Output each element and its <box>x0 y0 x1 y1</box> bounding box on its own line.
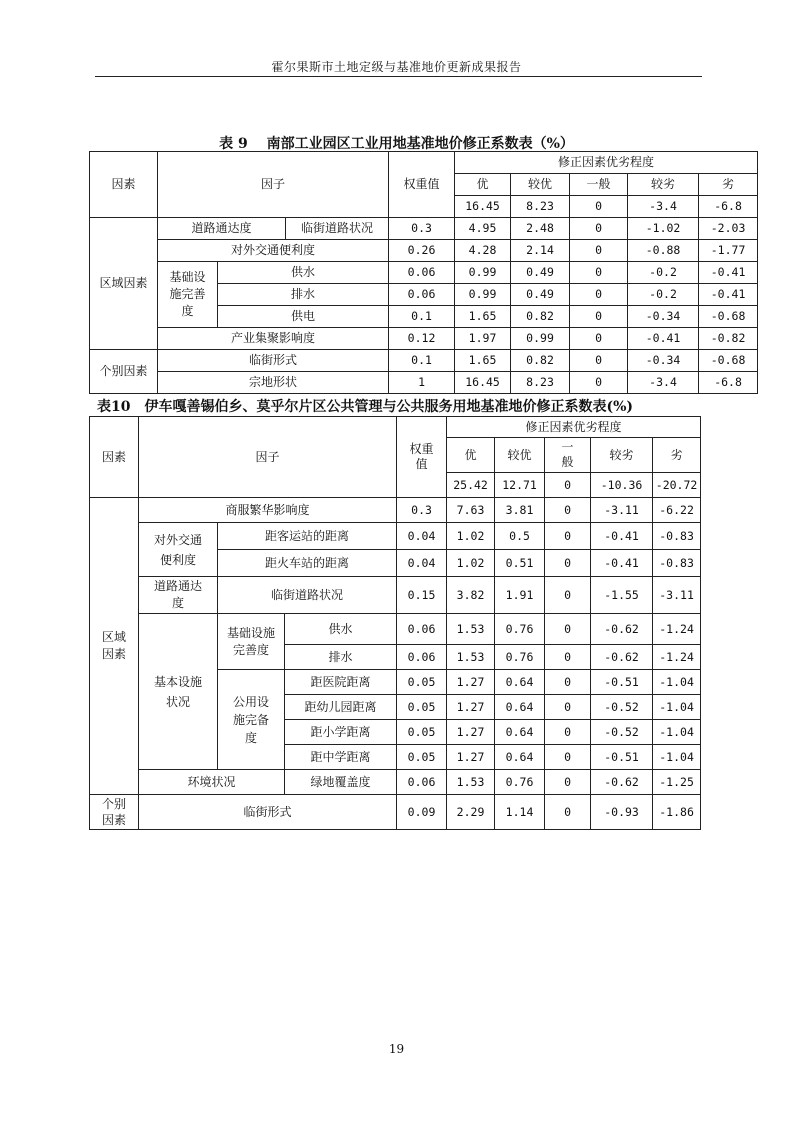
t9-subfactor: 临街道路状况 <box>286 218 389 240</box>
t9-value: -6.8 <box>699 372 758 394</box>
t10-value: -1.86 <box>653 795 701 830</box>
t10-weight: 0.04 <box>397 550 447 577</box>
t10-value: 1.53 <box>447 614 495 645</box>
t9-base-value: -6.8 <box>699 196 758 218</box>
t10-level: 劣 <box>653 438 701 473</box>
t9-value: -0.82 <box>699 328 758 350</box>
t9-value: 2.14 <box>511 240 570 262</box>
t9-value: -0.2 <box>628 262 699 284</box>
table9-caption: 表 9 南部工业园区工业用地基准地价修正系数表（%） <box>219 136 574 152</box>
t10-weight: 0.3 <box>397 498 447 523</box>
t9-value: 1.65 <box>455 306 511 328</box>
t9-weight: 0.1 <box>389 306 455 328</box>
t10-base-value: 12.71 <box>495 473 545 498</box>
t10-value: 0 <box>545 720 591 745</box>
t10-value: -1.55 <box>591 577 653 614</box>
t10-weight: 0.06 <box>397 614 447 645</box>
t9-subfactor: 排水 <box>218 284 389 306</box>
t10-value: 0.64 <box>495 720 545 745</box>
t9-value: 0 <box>570 218 628 240</box>
table-row <box>90 372 758 394</box>
t10-value: 0 <box>545 577 591 614</box>
t9-value: 16.45 <box>455 372 511 394</box>
t9-subgroup-infra: 基础设施完善度 <box>158 262 218 328</box>
t9-value: 0 <box>570 306 628 328</box>
t10-value: -3.11 <box>653 577 701 614</box>
t10-value: 1.27 <box>447 695 495 720</box>
t9-value: 0 <box>570 240 628 262</box>
t9-value: 0 <box>570 350 628 372</box>
t10-value: 0 <box>545 498 591 523</box>
t10-value: 0 <box>545 550 591 577</box>
t9-value: -0.68 <box>699 350 758 372</box>
t10-value: -1.25 <box>653 770 701 795</box>
t10-weight: 0.15 <box>397 577 447 614</box>
table10-caption: 表10 伊车嘎善锡伯乡、莫乎尔片区公共管理与公共服务用地基准地价修正系数表(%) <box>97 399 634 415</box>
t10-value: 0 <box>545 695 591 720</box>
t9-base-value: -3.4 <box>628 196 699 218</box>
t9-level: 较劣 <box>628 174 699 196</box>
t10-weight: 0.06 <box>397 645 447 670</box>
t10-weight: 0.09 <box>397 795 447 830</box>
t10-value: 0.64 <box>495 670 545 695</box>
t10-value: -1.24 <box>653 614 701 645</box>
t10-weight: 0.06 <box>397 770 447 795</box>
t9-value: 8.23 <box>511 372 570 394</box>
t10-value: 1.53 <box>447 645 495 670</box>
t9-value: 0.99 <box>511 328 570 350</box>
t9-value: -3.4 <box>628 372 699 394</box>
t9-factor: 产业集聚影响度 <box>158 328 389 350</box>
t10-level: 一般 <box>545 438 591 473</box>
t10-value: -0.62 <box>591 614 653 645</box>
t9-factor: 宗地形状 <box>158 372 389 394</box>
t9-value: 0 <box>570 372 628 394</box>
t9-value: 0.49 <box>511 262 570 284</box>
t10-value: -0.41 <box>591 523 653 550</box>
t9-value: 0 <box>570 284 628 306</box>
t10-value: 0.5 <box>495 523 545 550</box>
t10-base-value: -10.36 <box>591 473 653 498</box>
t10-value: 1.27 <box>447 670 495 695</box>
t10-value: -0.51 <box>591 670 653 695</box>
t10-level: 优 <box>447 438 495 473</box>
t9-header-factor: 因子 <box>158 152 389 218</box>
t10-value: 0 <box>545 645 591 670</box>
table-row <box>90 577 701 614</box>
t10-subgroup-transport: 对外交通便利度 <box>139 523 218 577</box>
t10-value: -0.41 <box>591 550 653 577</box>
t10-value: 1.53 <box>447 770 495 795</box>
t9-weight: 0.3 <box>389 218 455 240</box>
t9-base-value: 16.45 <box>455 196 511 218</box>
t10-level: 较优 <box>495 438 545 473</box>
t10-value: -1.04 <box>653 720 701 745</box>
table-row <box>90 770 701 795</box>
t10-weight: 0.05 <box>397 695 447 720</box>
t10-weight: 0.05 <box>397 745 447 770</box>
table10 <box>89 416 701 830</box>
t10-value: 0.76 <box>495 614 545 645</box>
t9-weight: 1 <box>389 372 455 394</box>
t9-factor: 对外交通便利度 <box>158 240 389 262</box>
t10-subgroup-infra: 基础设施完善度 <box>218 614 285 670</box>
t10-value: 1.27 <box>447 745 495 770</box>
t9-value: -1.02 <box>628 218 699 240</box>
t10-value: -6.22 <box>653 498 701 523</box>
t10-header-factor-group: 因素 <box>90 417 139 498</box>
t10-base-value: 25.42 <box>447 473 495 498</box>
table-row <box>90 350 758 372</box>
t10-factor: 距中学距离 <box>285 745 397 770</box>
table-row <box>90 240 758 262</box>
t9-factor: 道路通达度 <box>158 218 286 240</box>
t9-value: -0.34 <box>628 350 699 372</box>
t10-group-individual: 个别因素 <box>90 795 139 830</box>
t10-value: 0.64 <box>495 745 545 770</box>
table9 <box>89 151 758 394</box>
t10-factor: 临街形式 <box>139 795 397 830</box>
t10-factor: 临街道路状况 <box>218 577 397 614</box>
t10-factor: 排水 <box>285 645 397 670</box>
t9-value: 1.65 <box>455 350 511 372</box>
t9-group-regional: 区域因素 <box>90 218 158 350</box>
t10-subgroup-env: 环境状况 <box>139 770 285 795</box>
t10-header-degree: 修正因素优劣程度 <box>447 417 701 438</box>
t9-value: 2.48 <box>511 218 570 240</box>
t10-value: -0.52 <box>591 720 653 745</box>
t9-value: 0 <box>570 328 628 350</box>
t9-group-individual: 个别因素 <box>90 350 158 394</box>
t9-level: 优 <box>455 174 511 196</box>
t9-level: 劣 <box>699 174 758 196</box>
table-row <box>90 523 701 550</box>
t10-value: -0.62 <box>591 770 653 795</box>
t9-factor: 临街形式 <box>158 350 389 372</box>
t10-header-factor: 因子 <box>139 417 397 498</box>
header-rule <box>95 76 702 77</box>
t10-subgroup-road: 道路通达度 <box>139 577 218 614</box>
t10-weight: 0.05 <box>397 670 447 695</box>
t9-weight: 0.12 <box>389 328 455 350</box>
t10-value: 0.76 <box>495 645 545 670</box>
t10-value: 2.29 <box>447 795 495 830</box>
t10-header-weight: 权重值 <box>397 417 447 498</box>
t10-value: 1.02 <box>447 550 495 577</box>
t9-weight: 0.26 <box>389 240 455 262</box>
table-row <box>90 218 758 240</box>
t10-value: 3.82 <box>447 577 495 614</box>
t10-subgroup-facilities: 基本设施状况 <box>139 614 218 770</box>
t10-factor: 距幼儿园距离 <box>285 695 397 720</box>
t10-value: 1.27 <box>447 720 495 745</box>
t10-value: 0.64 <box>495 695 545 720</box>
table-row <box>90 328 758 350</box>
t9-value: 0.99 <box>455 262 511 284</box>
t10-value: -0.51 <box>591 745 653 770</box>
t10-value: -0.52 <box>591 695 653 720</box>
t10-value: -1.04 <box>653 745 701 770</box>
t9-value: 0.82 <box>511 306 570 328</box>
t10-weight: 0.05 <box>397 720 447 745</box>
t10-factor: 距火车站的距离 <box>218 550 397 577</box>
t10-factor: 距客运站的距离 <box>218 523 397 550</box>
t10-weight: 0.04 <box>397 523 447 550</box>
t9-value: -0.34 <box>628 306 699 328</box>
t10-value: 0 <box>545 745 591 770</box>
t9-level: 一般 <box>570 174 628 196</box>
t9-value: -0.41 <box>699 284 758 306</box>
t10-factor: 供水 <box>285 614 397 645</box>
t10-value: 0 <box>545 770 591 795</box>
page-number: 19 <box>388 1042 405 1056</box>
t10-value: -0.83 <box>653 523 701 550</box>
t9-weight: 0.1 <box>389 350 455 372</box>
t9-header-weight: 权重值 <box>389 152 455 218</box>
t9-value: 0.82 <box>511 350 570 372</box>
t9-value: 0.99 <box>455 284 511 306</box>
t10-value: -1.24 <box>653 645 701 670</box>
t9-value: -0.68 <box>699 306 758 328</box>
table-row <box>90 614 701 645</box>
t10-value: -1.04 <box>653 670 701 695</box>
t10-value: 7.63 <box>447 498 495 523</box>
t9-value: 4.28 <box>455 240 511 262</box>
t10-factor: 距小学距离 <box>285 720 397 745</box>
t10-value: -3.11 <box>591 498 653 523</box>
t9-value: -0.41 <box>699 262 758 284</box>
t9-value: -2.03 <box>699 218 758 240</box>
t10-value: 0 <box>545 523 591 550</box>
t10-level: 较劣 <box>591 438 653 473</box>
t10-value: -0.93 <box>591 795 653 830</box>
t10-value: -0.62 <box>591 645 653 670</box>
t9-value: 0 <box>570 262 628 284</box>
t10-group-regional: 区域因素 <box>90 498 139 795</box>
t9-value: 0.49 <box>511 284 570 306</box>
t10-factor: 距医院距离 <box>285 670 397 695</box>
t10-value: 1.14 <box>495 795 545 830</box>
t9-base-value: 8.23 <box>511 196 570 218</box>
t9-weight: 0.06 <box>389 284 455 306</box>
t10-base-value: 0 <box>545 473 591 498</box>
t10-value: 0 <box>545 614 591 645</box>
t10-value: 0.76 <box>495 770 545 795</box>
t9-value: -0.41 <box>628 328 699 350</box>
running-header: 霍尔果斯市土地定级与基准地价更新成果报告 <box>271 60 522 74</box>
t10-value: 0.51 <box>495 550 545 577</box>
t9-value: 1.97 <box>455 328 511 350</box>
t10-value: 1.02 <box>447 523 495 550</box>
t9-value: -0.88 <box>628 240 699 262</box>
t10-base-value: -20.72 <box>653 473 701 498</box>
t9-header-factor-group: 因素 <box>90 152 158 218</box>
t9-value: -1.77 <box>699 240 758 262</box>
t10-value: 3.81 <box>495 498 545 523</box>
table-row <box>90 795 701 830</box>
table-row <box>90 262 758 284</box>
t9-value: 4.95 <box>455 218 511 240</box>
t10-value: -1.04 <box>653 695 701 720</box>
t10-value: 0 <box>545 670 591 695</box>
t9-base-value: 0 <box>570 196 628 218</box>
t10-factor: 绿地覆盖度 <box>285 770 397 795</box>
t10-subgroup-public: 公用设施完备度 <box>218 670 285 770</box>
t10-value: 0 <box>545 795 591 830</box>
t9-header-degree: 修正因素优劣程度 <box>455 152 758 174</box>
t9-subfactor: 供电 <box>218 306 389 328</box>
t10-value: -0.83 <box>653 550 701 577</box>
t10-factor: 商服繁华影响度 <box>139 498 397 523</box>
t9-value: -0.2 <box>628 284 699 306</box>
table-row <box>90 498 701 523</box>
t9-subfactor: 供水 <box>218 262 389 284</box>
t9-weight: 0.06 <box>389 262 455 284</box>
t9-level: 较优 <box>511 174 570 196</box>
t10-value: 1.91 <box>495 577 545 614</box>
